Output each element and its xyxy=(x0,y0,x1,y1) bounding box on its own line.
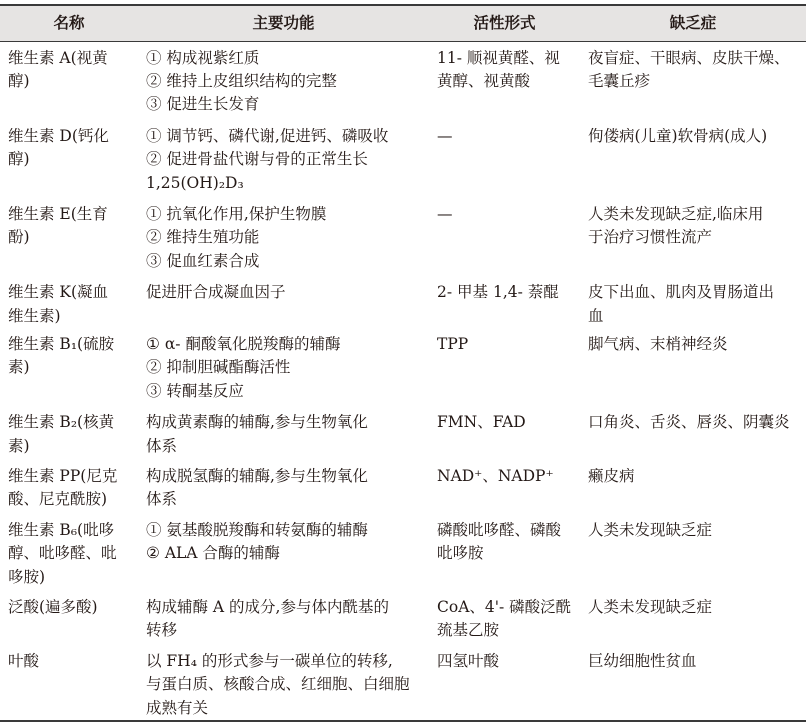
cell-line: 以 FH₄ 的形式参与一碳单位的转移, xyxy=(146,651,393,670)
cell-functions xyxy=(138,330,429,408)
cell-functions xyxy=(138,122,429,200)
cell-line: ② ALA 合酶的辅酶 xyxy=(146,544,280,563)
cell-deficiency xyxy=(580,408,806,462)
table-row xyxy=(0,200,806,278)
cell-line: 1,25(OH)₂D₃ xyxy=(146,173,244,192)
cell-line: ① α- 酮酸氧化脱羧酶的辅酶 xyxy=(146,334,341,353)
cell-line: 构成黄素酶的辅酶,参与生物氧化 xyxy=(146,413,368,432)
table-row xyxy=(0,462,806,516)
cell-line: ③ 促进生长发育 xyxy=(146,95,260,114)
cell-line: ② 维持生殖功能 xyxy=(146,228,260,247)
cell-line: 素) xyxy=(8,436,30,455)
cell-line: 夜盲症、干眼病、皮肤干燥、 xyxy=(588,48,790,67)
cell-line: 磷酸吡哆醛、磷酸 xyxy=(437,520,562,539)
cell-line: 转移 xyxy=(146,621,178,640)
cell-line: ③ 转酮基反应 xyxy=(146,381,244,400)
table-row xyxy=(0,278,806,330)
cell-line: 酚) xyxy=(8,228,30,247)
cell-functions xyxy=(138,200,429,278)
cell-line: 11- 顺视黄醛、视 xyxy=(437,48,560,67)
cell-deficiency xyxy=(580,330,806,408)
cell-line: 皮下出血、肌肉及胃肠道出 xyxy=(588,283,775,302)
cell-active-form xyxy=(429,516,580,593)
cell-line: CoA、4'- 磷酸泛酰 xyxy=(437,598,572,617)
cell-line: 人类未发现缺乏症 xyxy=(588,598,713,617)
cell-line: 构成辅酶 A 的成分,参与体内酰基的 xyxy=(146,598,389,617)
table-row xyxy=(0,122,806,200)
cell-line: 毛囊丘疹 xyxy=(588,71,651,90)
cell-deficiency xyxy=(580,462,806,516)
cell-line: 2- 甲基 1,4- 萘醌 xyxy=(437,283,559,302)
cell-name xyxy=(0,330,138,408)
cell-line: ② 促进骨盐代谢与骨的正常生长 xyxy=(146,150,368,169)
cell-active-form xyxy=(429,408,580,462)
cell-line: 巨幼细胞性贫血 xyxy=(588,651,697,670)
table-row xyxy=(0,593,806,647)
cell-line: 血 xyxy=(588,306,604,325)
cell-line: ① 氨基酸脱羧酶和转氨酶的辅酶 xyxy=(146,520,368,539)
cell-deficiency xyxy=(580,593,806,647)
cell-deficiency xyxy=(580,200,806,278)
header-active-form: 活性形式 xyxy=(429,5,580,41)
cell-line: 四氢叶酸 xyxy=(437,651,500,670)
cell-line: 维生素 PP(尼克 xyxy=(8,467,118,485)
cell-name xyxy=(0,200,138,278)
cell-line: 泛酸(遍多酸) xyxy=(8,598,98,617)
cell-active-form xyxy=(429,122,580,200)
cell-line: FMN、FAD xyxy=(437,413,526,432)
cell-active-form xyxy=(429,200,580,278)
cell-functions xyxy=(138,647,429,721)
cell-line: TPP xyxy=(437,334,469,353)
cell-line: 口角炎、舌炎、唇炎、阴囊炎 xyxy=(588,413,790,432)
cell-name xyxy=(0,122,138,200)
cell-line: 维生素 E(生育 xyxy=(8,204,108,223)
cell-line: 体系 xyxy=(146,436,178,455)
cell-line: 酸、尼克酰胺) xyxy=(8,490,108,509)
cell-name xyxy=(0,516,138,593)
cell-line: ① 调节钙、磷代谢,促进钙、磷吸收 xyxy=(146,126,389,145)
cell-name xyxy=(0,593,138,647)
cell-line: 维生素) xyxy=(8,306,61,325)
cell-functions xyxy=(138,408,429,462)
cell-line: 维生素 A(视黄 xyxy=(8,48,108,67)
header-functions: 主要功能 xyxy=(138,5,429,41)
cell-line: 与蛋白质、核酸合成、红细胞、白细胞 xyxy=(146,675,410,694)
cell-functions xyxy=(138,516,429,593)
table-row xyxy=(0,516,806,593)
cell-line: 脚气病、末梢神经炎 xyxy=(588,334,728,353)
cell-line: ② 维持上皮组织结构的完整 xyxy=(146,71,337,90)
cell-line: 醇) xyxy=(8,150,30,169)
header-deficiency: 缺乏症 xyxy=(580,5,806,41)
cell-line: — xyxy=(437,126,453,145)
table-header xyxy=(0,5,806,41)
cell-deficiency xyxy=(580,278,806,330)
cell-line: 素) xyxy=(8,358,30,377)
cell-line: 于治疗习惯性流产 xyxy=(588,228,713,247)
cell-line: ② 抑制胆碱酯酶活性 xyxy=(146,358,291,377)
cell-deficiency xyxy=(580,122,806,200)
cell-functions xyxy=(138,278,429,330)
cell-deficiency xyxy=(580,516,806,593)
cell-line: 醇、吡哆醛、吡 xyxy=(8,544,117,563)
cell-line: 促进肝合成凝血因子 xyxy=(146,283,286,302)
cell-line: 人类未发现缺乏症 xyxy=(588,520,713,539)
cell-line: 维生素 D(钙化 xyxy=(8,126,109,145)
cell-line: 维生素 K(凝血 xyxy=(8,283,109,302)
cell-active-form xyxy=(429,593,580,647)
cell-name xyxy=(0,278,138,330)
cell-line: ① 构成视紫红质 xyxy=(146,48,260,67)
cell-line: 巯基乙胺 xyxy=(437,621,500,640)
cell-line: 维生素 B₆(吡哆 xyxy=(8,520,115,539)
cell-line: 癞皮病 xyxy=(588,467,635,485)
cell-name xyxy=(0,462,138,516)
cell-deficiency xyxy=(580,41,806,122)
cell-active-form xyxy=(429,41,580,122)
cell-line: — xyxy=(437,204,453,223)
cell-line: ① 抗氧化作用,保护生物膜 xyxy=(146,204,327,223)
table-row xyxy=(0,408,806,462)
cell-functions xyxy=(138,41,429,122)
cell-name xyxy=(0,647,138,721)
cell-line: 醇) xyxy=(8,71,30,90)
cell-name xyxy=(0,41,138,122)
vitamin-table xyxy=(0,4,806,722)
header-row xyxy=(0,5,806,41)
cell-line: 黄醇、视黄酸 xyxy=(437,71,531,90)
cell-line: 构成脱氢酶的辅酶,参与生物氧化 xyxy=(146,467,368,485)
table-body xyxy=(0,41,806,721)
cell-active-form xyxy=(429,330,580,408)
cell-line: 吡哆胺 xyxy=(437,544,484,563)
cell-deficiency xyxy=(580,647,806,721)
cell-active-form xyxy=(429,278,580,330)
cell-active-form xyxy=(429,647,580,721)
cell-functions xyxy=(138,593,429,647)
header-name: 名称 xyxy=(0,5,138,41)
cell-line: 佝偻病(儿童)软骨病(成人) xyxy=(588,126,768,145)
cell-name xyxy=(0,408,138,462)
cell-line: 体系 xyxy=(146,490,178,509)
cell-functions xyxy=(138,462,429,516)
cell-line: 成熟有关 xyxy=(146,698,209,717)
cell-line: ③ 促血红素合成 xyxy=(146,251,260,270)
table-row xyxy=(0,647,806,721)
cell-line: NAD⁺、NADP⁺ xyxy=(437,467,554,485)
cell-line: 叶酸 xyxy=(8,651,40,670)
cell-line: 哆胺) xyxy=(8,567,46,586)
cell-active-form xyxy=(429,462,580,516)
table-row xyxy=(0,41,806,122)
cell-line: 维生素 B₁(硫胺 xyxy=(8,334,115,353)
table-row xyxy=(0,330,806,408)
cell-line: 人类未发现缺乏症,临床用 xyxy=(588,204,764,223)
cell-line: 维生素 B₂(核黄 xyxy=(8,413,115,432)
